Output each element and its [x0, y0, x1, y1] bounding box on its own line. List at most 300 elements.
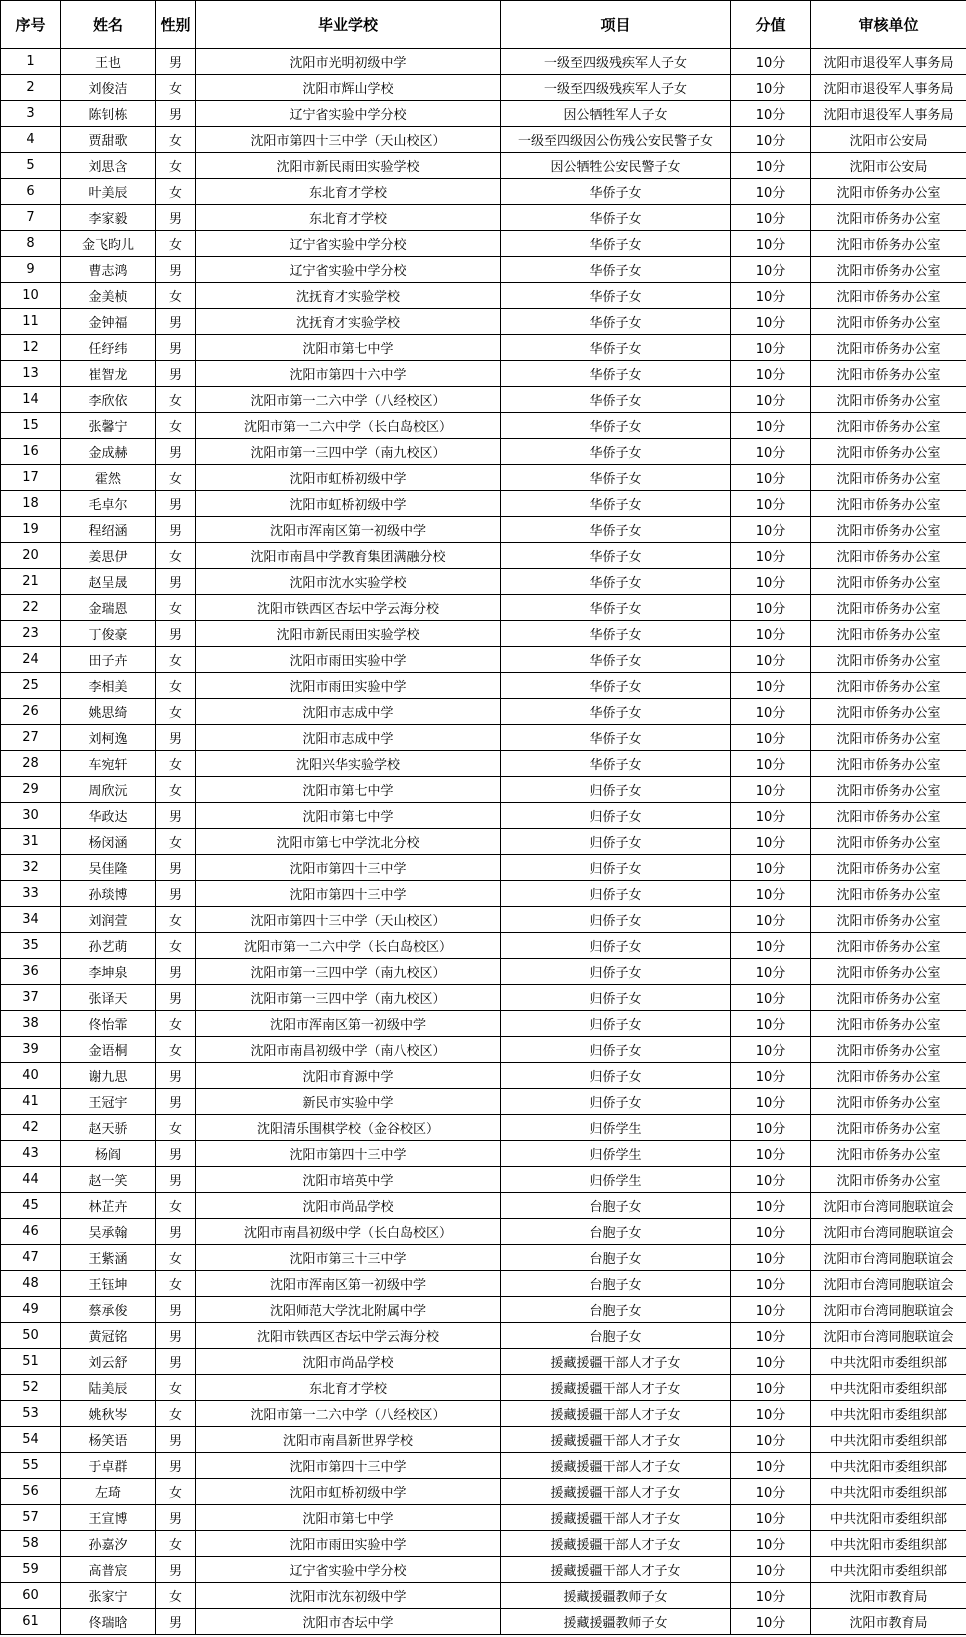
cell-category: 归侨子女: [501, 855, 731, 881]
cell-category: 台胞子女: [501, 1271, 731, 1297]
cell-reviewer: 沈阳市侨务办公室: [811, 1089, 966, 1115]
cell-index: 6: [1, 179, 61, 205]
cell-category: 归侨子女: [501, 829, 731, 855]
cell-name: 李相美: [61, 673, 156, 699]
cell-reviewer: 沈阳市退役军人事务局: [811, 101, 966, 127]
cell-reviewer: 沈阳市侨务办公室: [811, 647, 966, 673]
cell-reviewer: 沈阳市侨务办公室: [811, 1011, 966, 1037]
cell-school: 辽宁省实验中学分校: [196, 101, 501, 127]
cell-category: 华侨子女: [501, 205, 731, 231]
cell-score: 10分: [731, 1141, 811, 1167]
cell-score: 10分: [731, 933, 811, 959]
cell-index: 25: [1, 673, 61, 699]
cell-reviewer: 沈阳市侨务办公室: [811, 309, 966, 335]
cell-score: 10分: [731, 1219, 811, 1245]
table-row: [1, 1271, 966, 1297]
cell-school: 沈阳市第七中学沈北分校: [196, 829, 501, 855]
cell-index: 7: [1, 205, 61, 231]
table-row: [1, 439, 966, 465]
cell-name: 杨闵涵: [61, 829, 156, 855]
cell-score: 10分: [731, 491, 811, 517]
cell-category: 归侨子女: [501, 777, 731, 803]
cell-gender: 男: [156, 1505, 196, 1531]
cell-gender: 女: [156, 1193, 196, 1219]
cell-index: 45: [1, 1193, 61, 1219]
table-row: [1, 1089, 966, 1115]
cell-school: 辽宁省实验中学分校: [196, 231, 501, 257]
cell-reviewer: 沈阳市侨务办公室: [811, 725, 966, 751]
cell-score: 10分: [731, 1401, 811, 1427]
cell-score: 10分: [731, 751, 811, 777]
cell-score: 10分: [731, 855, 811, 881]
cell-gender: 女: [156, 153, 196, 179]
cell-school: 沈阳市雨田实验中学: [196, 673, 501, 699]
cell-index: 61: [1, 1609, 61, 1635]
cell-gender: 女: [156, 231, 196, 257]
cell-score: 10分: [731, 1037, 811, 1063]
cell-school: 沈阳市第四十三中学: [196, 855, 501, 881]
cell-school: 沈阳市南昌中学教育集团满融分校: [196, 543, 501, 569]
cell-category: 援藏援疆干部人才子女: [501, 1557, 731, 1583]
cell-index: 18: [1, 491, 61, 517]
cell-score: 10分: [731, 361, 811, 387]
cell-score: 10分: [731, 725, 811, 751]
cell-score: 10分: [731, 1297, 811, 1323]
cell-school: 沈阳市第四十六中学: [196, 361, 501, 387]
cell-index: 55: [1, 1453, 61, 1479]
cell-gender: 男: [156, 205, 196, 231]
cell-index: 20: [1, 543, 61, 569]
cell-name: 孙琰博: [61, 881, 156, 907]
cell-name: 毛卓尔: [61, 491, 156, 517]
cell-score: 10分: [731, 1011, 811, 1037]
cell-reviewer: 沈阳市侨务办公室: [811, 959, 966, 985]
cell-score: 10分: [731, 387, 811, 413]
table-row: [1, 231, 966, 257]
cell-index: 32: [1, 855, 61, 881]
cell-name: 刘俊洁: [61, 75, 156, 101]
cell-name: 吴佳隆: [61, 855, 156, 881]
cell-gender: 男: [156, 1349, 196, 1375]
table-row: [1, 309, 966, 335]
cell-school: 辽宁省实验中学分校: [196, 1557, 501, 1583]
cell-category: 归侨子女: [501, 985, 731, 1011]
cell-category: 援藏援疆干部人才子女: [501, 1427, 731, 1453]
table-row: [1, 153, 966, 179]
cell-score: 10分: [731, 1271, 811, 1297]
cell-name: 任纾纬: [61, 335, 156, 361]
cell-score: 10分: [731, 127, 811, 153]
cell-category: 华侨子女: [501, 231, 731, 257]
cell-score: 10分: [731, 1583, 811, 1609]
cell-reviewer: 中共沈阳市委组织部: [811, 1453, 966, 1479]
table-row: [1, 1063, 966, 1089]
table-row: [1, 1453, 966, 1479]
cell-category: 援藏援疆干部人才子女: [501, 1531, 731, 1557]
cell-school: 东北育才学校: [196, 179, 501, 205]
cell-category: 华侨子女: [501, 725, 731, 751]
cell-category: 一级至四级残疾军人子女: [501, 75, 731, 101]
cell-gender: 男: [156, 1453, 196, 1479]
cell-category: 因公牺牲军人子女: [501, 101, 731, 127]
cell-score: 10分: [731, 257, 811, 283]
cell-index: 47: [1, 1245, 61, 1271]
cell-index: 17: [1, 465, 61, 491]
cell-category: 归侨学生: [501, 1115, 731, 1141]
cell-name: 左琦: [61, 1479, 156, 1505]
cell-reviewer: 沈阳市侨务办公室: [811, 439, 966, 465]
cell-school: 沈阳市新民雨田实验学校: [196, 153, 501, 179]
table-row: [1, 1011, 966, 1037]
cell-gender: 女: [156, 75, 196, 101]
cell-reviewer: 中共沈阳市委组织部: [811, 1505, 966, 1531]
cell-school: 沈阳市第一二六中学（长白岛校区）: [196, 933, 501, 959]
cell-school: 沈阳市第一二六中学（八经校区）: [196, 1401, 501, 1427]
cell-index: 35: [1, 933, 61, 959]
cell-gender: 女: [156, 699, 196, 725]
table-row: [1, 361, 966, 387]
cell-index: 14: [1, 387, 61, 413]
cell-score: 10分: [731, 1531, 811, 1557]
cell-index: 3: [1, 101, 61, 127]
cell-school: 沈阳市育源中学: [196, 1063, 501, 1089]
cell-reviewer: 沈阳市台湾同胞联谊会: [811, 1271, 966, 1297]
table-row: [1, 699, 966, 725]
cell-name: 孙艺萌: [61, 933, 156, 959]
cell-school: 沈阳市雨田实验中学: [196, 1531, 501, 1557]
cell-index: 33: [1, 881, 61, 907]
cell-school: 沈阳市第四十三中学（天山校区）: [196, 907, 501, 933]
table-row: [1, 1141, 966, 1167]
cell-school: 沈抚育才实验学校: [196, 283, 501, 309]
table-row: [1, 777, 966, 803]
cell-category: 华侨子女: [501, 257, 731, 283]
cell-name: 王冠宇: [61, 1089, 156, 1115]
cell-name: 姜思伊: [61, 543, 156, 569]
cell-index: 46: [1, 1219, 61, 1245]
cell-school: 沈阳市第一三四中学（南九校区）: [196, 959, 501, 985]
cell-name: 杨笑语: [61, 1427, 156, 1453]
table-row: [1, 1349, 966, 1375]
cell-category: 援藏援疆干部人才子女: [501, 1349, 731, 1375]
cell-gender: 男: [156, 1427, 196, 1453]
cell-category: 华侨子女: [501, 543, 731, 569]
cell-index: 12: [1, 335, 61, 361]
cell-name: 周欣沅: [61, 777, 156, 803]
cell-school: 东北育才学校: [196, 1375, 501, 1401]
cell-school: 沈阳市光明初级中学: [196, 49, 501, 75]
cell-gender: 女: [156, 673, 196, 699]
cell-score: 10分: [731, 803, 811, 829]
table-row: [1, 257, 966, 283]
cell-score: 10分: [731, 1245, 811, 1271]
cell-category: 华侨子女: [501, 439, 731, 465]
cell-gender: 女: [156, 283, 196, 309]
cell-category: 华侨子女: [501, 361, 731, 387]
cell-score: 10分: [731, 543, 811, 569]
cell-school: 沈阳市雨田实验中学: [196, 647, 501, 673]
cell-gender: 男: [156, 1089, 196, 1115]
table-row: [1, 1427, 966, 1453]
header-name: 姓名: [61, 1, 156, 49]
table-row: [1, 595, 966, 621]
cell-category: 归侨子女: [501, 1011, 731, 1037]
cell-school: 沈阳市浑南区第一初级中学: [196, 1271, 501, 1297]
cell-index: 31: [1, 829, 61, 855]
cell-index: 40: [1, 1063, 61, 1089]
table-row: [1, 673, 966, 699]
cell-school: 沈阳市南昌新世界学校: [196, 1427, 501, 1453]
cell-school: 沈阳市铁西区杏坛中学云海分校: [196, 595, 501, 621]
cell-name: 王宣博: [61, 1505, 156, 1531]
cell-name: 赵一笑: [61, 1167, 156, 1193]
cell-category: 归侨子女: [501, 1037, 731, 1063]
cell-index: 27: [1, 725, 61, 751]
cell-name: 贾甜歌: [61, 127, 156, 153]
table-row: [1, 1505, 966, 1531]
cell-index: 48: [1, 1271, 61, 1297]
cell-name: 李欣依: [61, 387, 156, 413]
cell-name: 李家毅: [61, 205, 156, 231]
cell-school: 沈阳市第一二六中学（长白岛校区）: [196, 413, 501, 439]
cell-score: 10分: [731, 699, 811, 725]
cell-name: 金成赫: [61, 439, 156, 465]
cell-gender: 男: [156, 725, 196, 751]
cell-category: 华侨子女: [501, 387, 731, 413]
cell-name: 刘润萱: [61, 907, 156, 933]
cell-score: 10分: [731, 1167, 811, 1193]
cell-category: 华侨子女: [501, 283, 731, 309]
table-row: [1, 1375, 966, 1401]
cell-category: 台胞子女: [501, 1323, 731, 1349]
cell-category: 华侨子女: [501, 309, 731, 335]
cell-index: 1: [1, 49, 61, 75]
cell-score: 10分: [731, 1427, 811, 1453]
table-row: [1, 725, 966, 751]
cell-reviewer: 沈阳市台湾同胞联谊会: [811, 1297, 966, 1323]
cell-school: 沈阳市浑南区第一初级中学: [196, 1011, 501, 1037]
cell-index: 15: [1, 413, 61, 439]
cell-name: 谢九思: [61, 1063, 156, 1089]
cell-name: 姚思绮: [61, 699, 156, 725]
cell-gender: 男: [156, 1167, 196, 1193]
cell-index: 49: [1, 1297, 61, 1323]
cell-school: 新民市实验中学: [196, 1089, 501, 1115]
cell-score: 10分: [731, 569, 811, 595]
cell-gender: 女: [156, 647, 196, 673]
table-row: [1, 1531, 966, 1557]
cell-name: 叶美辰: [61, 179, 156, 205]
cell-index: 19: [1, 517, 61, 543]
cell-score: 10分: [731, 985, 811, 1011]
cell-gender: 男: [156, 439, 196, 465]
cell-school: 沈阳市虹桥初级中学: [196, 491, 501, 517]
table-row: [1, 517, 966, 543]
cell-gender: 男: [156, 621, 196, 647]
cell-index: 44: [1, 1167, 61, 1193]
cell-gender: 女: [156, 1037, 196, 1063]
cell-score: 10分: [731, 647, 811, 673]
cell-gender: 女: [156, 1583, 196, 1609]
cell-index: 2: [1, 75, 61, 101]
cell-category: 华侨子女: [501, 335, 731, 361]
table-row: [1, 1193, 966, 1219]
cell-name: 高普宸: [61, 1557, 156, 1583]
cell-school: 沈阳市杏坛中学: [196, 1609, 501, 1635]
table-row: [1, 647, 966, 673]
cell-gender: 女: [156, 179, 196, 205]
cell-index: 56: [1, 1479, 61, 1505]
cell-gender: 女: [156, 465, 196, 491]
cell-gender: 女: [156, 1401, 196, 1427]
cell-index: 26: [1, 699, 61, 725]
cell-gender: 女: [156, 1375, 196, 1401]
cell-gender: 女: [156, 1479, 196, 1505]
cell-category: 华侨子女: [501, 517, 731, 543]
cell-school: 沈阳市第四十三中学: [196, 1453, 501, 1479]
cell-name: 张家宁: [61, 1583, 156, 1609]
cell-name: 金瑞恩: [61, 595, 156, 621]
cell-gender: 男: [156, 985, 196, 1011]
cell-score: 10分: [731, 1479, 811, 1505]
cell-index: 37: [1, 985, 61, 1011]
cell-gender: 男: [156, 803, 196, 829]
table-row: [1, 387, 966, 413]
cell-score: 10分: [731, 829, 811, 855]
cell-gender: 男: [156, 569, 196, 595]
cell-reviewer: 沈阳市退役军人事务局: [811, 75, 966, 101]
cell-reviewer: 沈阳市侨务办公室: [811, 465, 966, 491]
cell-index: 38: [1, 1011, 61, 1037]
cell-name: 孙嘉汐: [61, 1531, 156, 1557]
cell-name: 赵呈晟: [61, 569, 156, 595]
cell-score: 10分: [731, 1375, 811, 1401]
cell-reviewer: 沈阳市公安局: [811, 153, 966, 179]
cell-reviewer: 沈阳市侨务办公室: [811, 777, 966, 803]
cell-reviewer: 沈阳市侨务办公室: [811, 1115, 966, 1141]
cell-category: 归侨子女: [501, 933, 731, 959]
cell-score: 10分: [731, 595, 811, 621]
cell-category: 华侨子女: [501, 465, 731, 491]
table-row: [1, 881, 966, 907]
cell-school: 沈阳市新民雨田实验学校: [196, 621, 501, 647]
cell-index: 28: [1, 751, 61, 777]
table-row: [1, 907, 966, 933]
cell-name: 崔智龙: [61, 361, 156, 387]
header-gender: 性别: [156, 1, 196, 49]
cell-gender: 女: [156, 1245, 196, 1271]
cell-name: 姚秋岑: [61, 1401, 156, 1427]
cell-gender: 男: [156, 1141, 196, 1167]
cell-reviewer: 沈阳市教育局: [811, 1609, 966, 1635]
cell-school: 沈阳市浑南区第一初级中学: [196, 517, 501, 543]
cell-index: 4: [1, 127, 61, 153]
cell-index: 41: [1, 1089, 61, 1115]
cell-index: 10: [1, 283, 61, 309]
cell-score: 10分: [731, 1505, 811, 1531]
cell-reviewer: 沈阳市公安局: [811, 127, 966, 153]
cell-category: 归侨子女: [501, 881, 731, 907]
cell-category: 归侨子女: [501, 959, 731, 985]
cell-category: 华侨子女: [501, 413, 731, 439]
cell-school: 东北育才学校: [196, 205, 501, 231]
cell-school: 沈阳市第一三四中学（南九校区）: [196, 985, 501, 1011]
cell-category: 台胞子女: [501, 1193, 731, 1219]
cell-reviewer: 中共沈阳市委组织部: [811, 1427, 966, 1453]
cell-name: 金语桐: [61, 1037, 156, 1063]
cell-name: 王钰坤: [61, 1271, 156, 1297]
cell-name: 李坤泉: [61, 959, 156, 985]
cell-reviewer: 中共沈阳市委组织部: [811, 1401, 966, 1427]
cell-reviewer: 沈阳市侨务办公室: [811, 751, 966, 777]
cell-name: 田子卉: [61, 647, 156, 673]
cell-category: 台胞子女: [501, 1297, 731, 1323]
cell-index: 36: [1, 959, 61, 985]
cell-name: 程绍涵: [61, 517, 156, 543]
cell-school: 沈阳市铁西区杏坛中学云海分校: [196, 1323, 501, 1349]
cell-index: 59: [1, 1557, 61, 1583]
cell-school: 沈阳市沈东初级中学: [196, 1583, 501, 1609]
cell-gender: 女: [156, 829, 196, 855]
cell-name: 王紫涵: [61, 1245, 156, 1271]
cell-gender: 女: [156, 127, 196, 153]
table-row: [1, 803, 966, 829]
cell-category: 归侨子女: [501, 1089, 731, 1115]
cell-name: 车宛轩: [61, 751, 156, 777]
cell-reviewer: 沈阳市教育局: [811, 1583, 966, 1609]
cell-index: 29: [1, 777, 61, 803]
table-row: [1, 855, 966, 881]
cell-category: 台胞子女: [501, 1245, 731, 1271]
cell-name: 佟怡霏: [61, 1011, 156, 1037]
table-header: [1, 1, 966, 49]
cell-score: 10分: [731, 1089, 811, 1115]
cell-reviewer: 沈阳市侨务办公室: [811, 543, 966, 569]
cell-reviewer: 沈阳市侨务办公室: [811, 257, 966, 283]
cell-reviewer: 沈阳市侨务办公室: [811, 907, 966, 933]
cell-school: 沈阳市志成中学: [196, 725, 501, 751]
cell-name: 蔡承俊: [61, 1297, 156, 1323]
cell-reviewer: 沈阳市侨务办公室: [811, 1167, 966, 1193]
cell-gender: 女: [156, 1011, 196, 1037]
cell-category: 华侨子女: [501, 673, 731, 699]
cell-index: 52: [1, 1375, 61, 1401]
cell-category: 归侨学生: [501, 1141, 731, 1167]
cell-index: 58: [1, 1531, 61, 1557]
table-row: [1, 127, 966, 153]
cell-score: 10分: [731, 283, 811, 309]
cell-gender: 男: [156, 257, 196, 283]
table-row: [1, 75, 966, 101]
table-row: [1, 1167, 966, 1193]
cell-reviewer: 沈阳市侨务办公室: [811, 205, 966, 231]
cell-category: 援藏援疆教师子女: [501, 1583, 731, 1609]
cell-school: 沈阳市辉山学校: [196, 75, 501, 101]
cell-name: 金美桢: [61, 283, 156, 309]
table-row: [1, 335, 966, 361]
cell-school: 沈阳市虹桥初级中学: [196, 1479, 501, 1505]
cell-reviewer: 沈阳市侨务办公室: [811, 621, 966, 647]
cell-index: 54: [1, 1427, 61, 1453]
cell-category: 华侨子女: [501, 595, 731, 621]
table-row: [1, 1583, 966, 1609]
table-row: [1, 933, 966, 959]
cell-reviewer: 沈阳市侨务办公室: [811, 335, 966, 361]
cell-gender: 男: [156, 1609, 196, 1635]
cell-reviewer: 沈阳市侨务办公室: [811, 803, 966, 829]
cell-score: 10分: [731, 517, 811, 543]
table-row: [1, 1037, 966, 1063]
